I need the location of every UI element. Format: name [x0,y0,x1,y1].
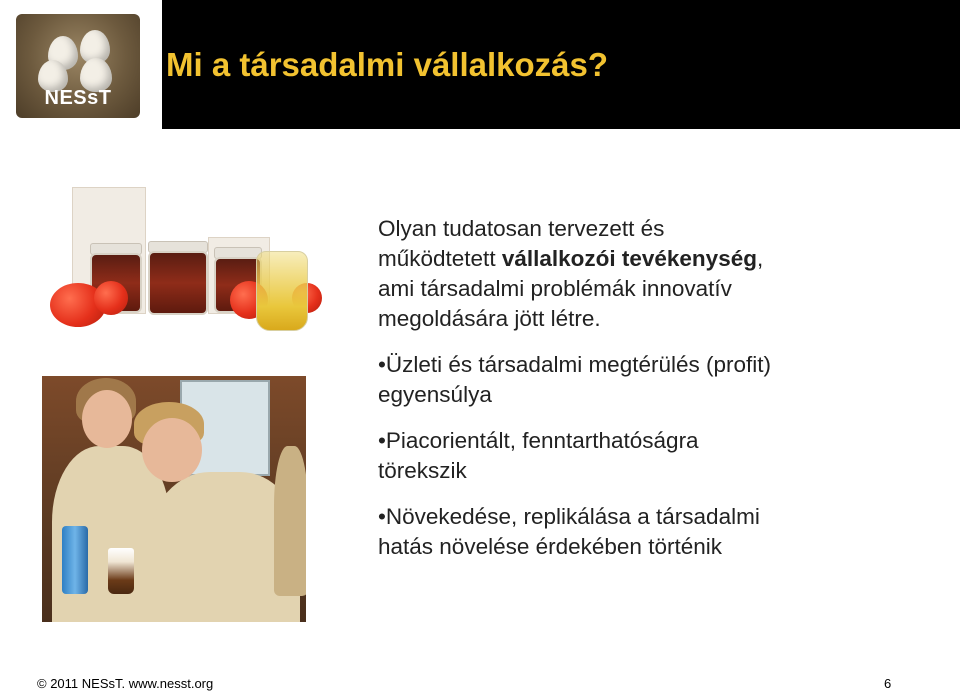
slide-body [378,214,938,562]
bullet-3-line-1: •Növekedése, replikálása a társadalmi [378,504,760,529]
intro-line-1: Olyan tudatosan tervezett és [378,216,665,241]
intro-line-3: ami társadalmi problémák innovatív [378,276,732,301]
nesst-logo [16,14,140,118]
footer-copyright: © 2011 NESsT. www.nesst.org [37,676,214,691]
bullet-2-line-2: törekszik [378,458,467,483]
workers-photo [42,376,306,622]
bullet-1-line-2: egyensúlya [378,382,492,407]
bullet-3-line-2: hatás növelése érdekében történik [378,534,722,559]
product-photo [30,155,330,345]
slide-title: Mi a társadalmi vállalkozás? [166,46,609,83]
intro-line-2-suffix: , [756,246,764,271]
bullet-item [378,502,938,562]
intro-line-4: megoldására jött létre. [378,306,601,331]
logo-text: NESsT [44,87,112,109]
bullet-2-line-1: •Piacorientált, fenntarthatóságra [378,428,699,453]
bullet-item [378,426,938,486]
intro-paragraph [378,214,938,334]
bullet-1-line-1: •Üzleti és társadalmi megtérülés (profit) [378,352,772,377]
intro-line-2-prefix: működtetett [378,246,502,271]
bullet-item [378,350,938,410]
page-number: 6 [884,676,892,691]
intro-line-2-bold: vállalkozói tevékenység [501,246,757,271]
logo-area [0,0,160,130]
